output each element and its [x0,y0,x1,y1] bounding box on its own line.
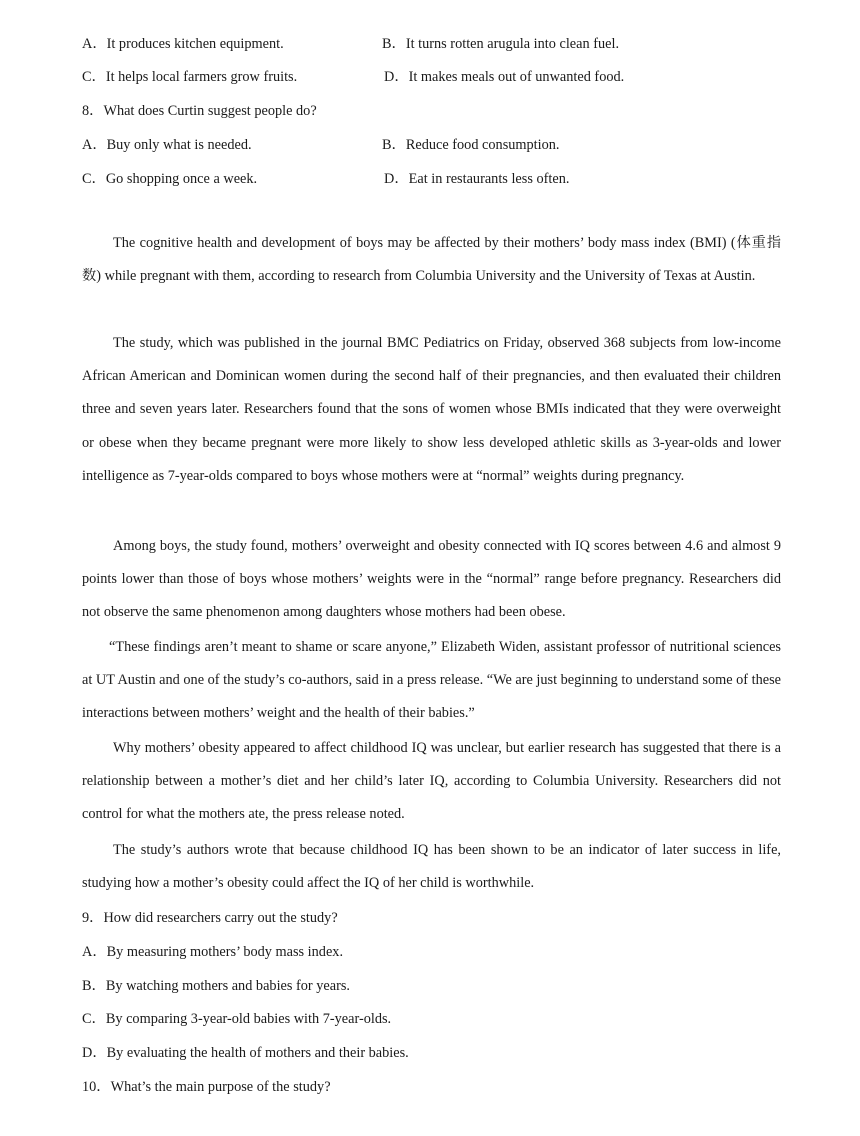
question-8-option-c: C．Go shopping once a week. [82,171,258,187]
passage-paragraph-5: Why mothers’ obesity appeared to affect childhood IQ was unclear, but earlier research has suggested that there is a relationship between a mother’s diet and her child’s later IQ, according to Columbia University. Researchers did not control for what the mothers ate, the press release noted. [82,740,781,823]
question-8-option-a: A．Buy only what is needed. [82,137,252,153]
passage-paragraph-3: Among boys, the study found, mothers’ overweight and obesity connected with IQ scores between 4.6 and almost 9 points lower than those of boys whose mothers’ weights were in the “normal” range before pregnancy. Researchers did not observe the same phenomenon among daughters whose mothers had been obese. [82,538,781,621]
passage-paragraph-1: The cognitive health and development of boys may be affected by their mothers’ body mass index (BMI) (体重指数) while pregnant with them, according to research from Columbia University and the University of Texas at Austin. [82,235,781,285]
question-10-stem: 10．What’s the main purpose of the study? [82,1079,331,1095]
option-b-prev: B．It turns rotten arugula into clean fuel. [382,36,620,52]
option-a-prev: A．It produces kitchen equipment. [82,36,284,52]
passage-paragraph-6: The study’s authors wrote that because childhood IQ has been shown to be an indicator of later success in life, studying how a mother’s obesity could affect the IQ of her child is worthwhile. [82,842,781,892]
question-9-option-a: A．By measuring mothers’ body mass index. [82,944,344,960]
passage-paragraph-4: “These findings aren’t meant to shame or scare anyone,” Elizabeth Widen, assistant professor of nutritional sciences at UT Austin and one of the study’s co-authors, said in a press release. “We are just beginning to understand some of these interactions between mothers’ weight and the health of their babies.” [82,639,781,722]
option-d-prev: D．It makes meals out of unwanted food. [384,69,625,85]
question-9-option-b: B．By watching mothers and babies for years. [82,978,351,994]
passage-paragraph-2: The study, which was published in the journal BMC Pediatrics on Friday, observed 368 subjects from low-income African American and Dominican women during the second half of their pregnancies, and then evaluated their children three and seven years later. Researchers found that the sons of women whose BMIs indicated that they were overweight or obese when they became pregnant were more likely to show less developed athletic skills as 3-year-olds and lower intelligence as 7-year-olds compared to boys whose mothers were at “normal” weights during pregnancy. [82,335,781,484]
option-c-prev: C．It helps local farmers grow fruits. [82,69,298,85]
question-8-option-d: D．Eat in restaurants less often. [384,171,570,187]
question-9-stem: 9．How did researchers carry out the study? [82,910,338,926]
question-9-option-d: D．By evaluating the health of mothers and their babies. [82,1045,409,1061]
question-8-option-b: B．Reduce food consumption. [382,137,560,153]
question-9-option-c: C．By comparing 3-year-old babies with 7-year-olds. [82,1011,392,1027]
question-8-stem: 8．What does Curtin suggest people do? [82,103,317,119]
